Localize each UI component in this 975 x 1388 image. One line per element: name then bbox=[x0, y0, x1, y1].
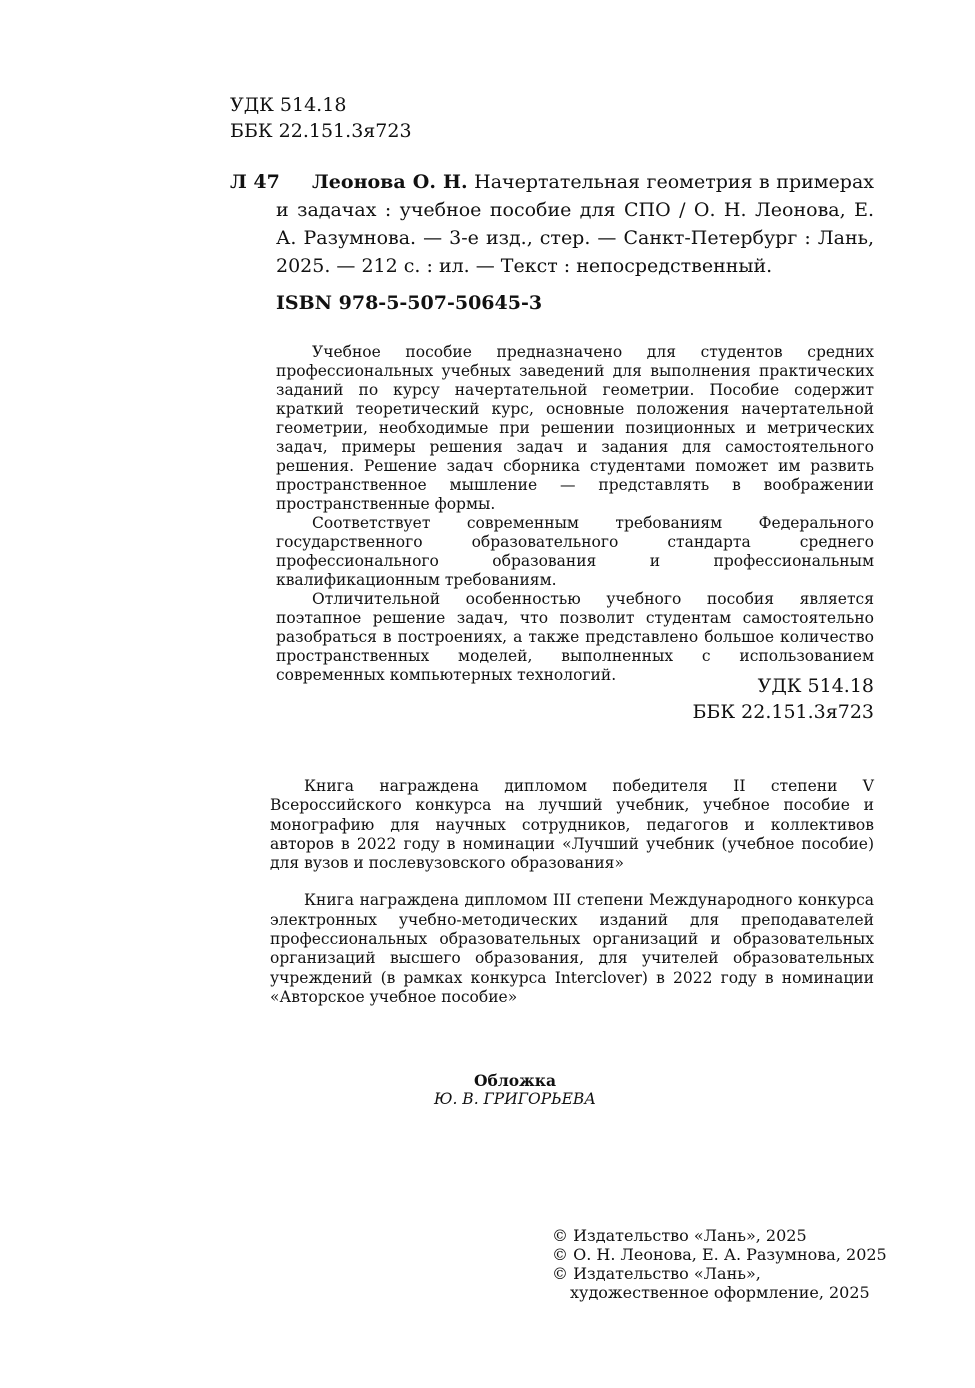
bbk-code: ББК 22.151.3я723 bbox=[230, 120, 412, 142]
annotation-paragraph: Отличительной особенностью учебного пособия является поэтапное решение задач, что позволит студентам самостоятельно разобраться в построениях, а также представлено большое количество пространственных моделей, выполненных с использованием современных компьютерных технологий. bbox=[276, 590, 874, 684]
award-note: Книга награждена дипломом III степени Международного конкурса электронных учебно-методических изданий для преподавателей профессиональных образовательных организаций и образовательных организаций высшего образования, для учителей образовательных учреждений (в рамках конкурса Interclover) в 2022 году в номинации «Авторское учебное пособие» bbox=[270, 891, 874, 1006]
copyright-line: художественное оформление, 2025 bbox=[570, 1283, 870, 1302]
award-note: Книга награждена дипломом победителя II степени V Всероссийского конкурса на лучший учебник, учебное пособие и монографию для научных сотрудников, педагогов и коллективов авторов в 2022 году в номинации «Лучший учебник (учебное пособие) для вузов и послевузовского образования» bbox=[270, 777, 874, 873]
classification-block-bottom bbox=[692, 673, 874, 725]
bibliographic-details: Начертательная геометрия в примерах и задачах : учебное пособие для СПО / О. Н. Леонова, Е. А. Разумнова. — 3-е изд., стер. — Санкт-Петербург : Лань, 2025. — 212 с. : ил. — Текст : непосредственный. bbox=[276, 171, 875, 277]
copyright-block bbox=[552, 1226, 887, 1302]
awards-block bbox=[270, 777, 874, 1025]
bibliographic-record bbox=[230, 168, 874, 280]
copyright-line: © О. Н. Леонова, Е. А. Разумнова, 2025 bbox=[552, 1245, 887, 1264]
copyright-line: © Издательство «Лань», bbox=[552, 1264, 761, 1283]
annotation-paragraph: Соответствует современным требованиям Федерального государственного образовательного стандарта среднего профессионального образования и профессиональным квалификационным требованиям. bbox=[276, 514, 874, 589]
classification-block-top bbox=[230, 92, 412, 144]
annotation bbox=[276, 343, 874, 685]
copyright-line: © Издательство «Лань», 2025 bbox=[552, 1226, 807, 1245]
cover-designer: Ю. В. ГРИГОРЬЕВА bbox=[433, 1090, 597, 1108]
udk-code: УДК 514.18 bbox=[230, 94, 347, 116]
annotation-paragraph: Учебное пособие предназначено для студентов средних профессиональных учебных заведений для выполнения практических заданий по курсу начертательной геометрии. Пособие содержит краткий теоретический курс, основные положения начертательной геометрии, необходимые при решении позиционных и метрических задач, примеры решения задач и задания для самостоятельного решения. Решение задач сборника студентами поможет им развить пространственное мышление — представлять в воображении пространственные формы. bbox=[276, 343, 874, 513]
author-mark: Л 47 bbox=[230, 171, 280, 193]
cover-credit bbox=[0, 1072, 975, 1108]
cover-label: Обложка bbox=[474, 1071, 556, 1090]
udk-code: УДК 514.18 bbox=[757, 675, 874, 697]
bbk-code: ББК 22.151.3я723 bbox=[692, 701, 874, 723]
isbn: ISBN 978-5-507-50645-3 bbox=[276, 292, 543, 314]
bibliographic-description bbox=[276, 168, 874, 280]
author-name: Леонова О. Н. bbox=[312, 171, 468, 193]
